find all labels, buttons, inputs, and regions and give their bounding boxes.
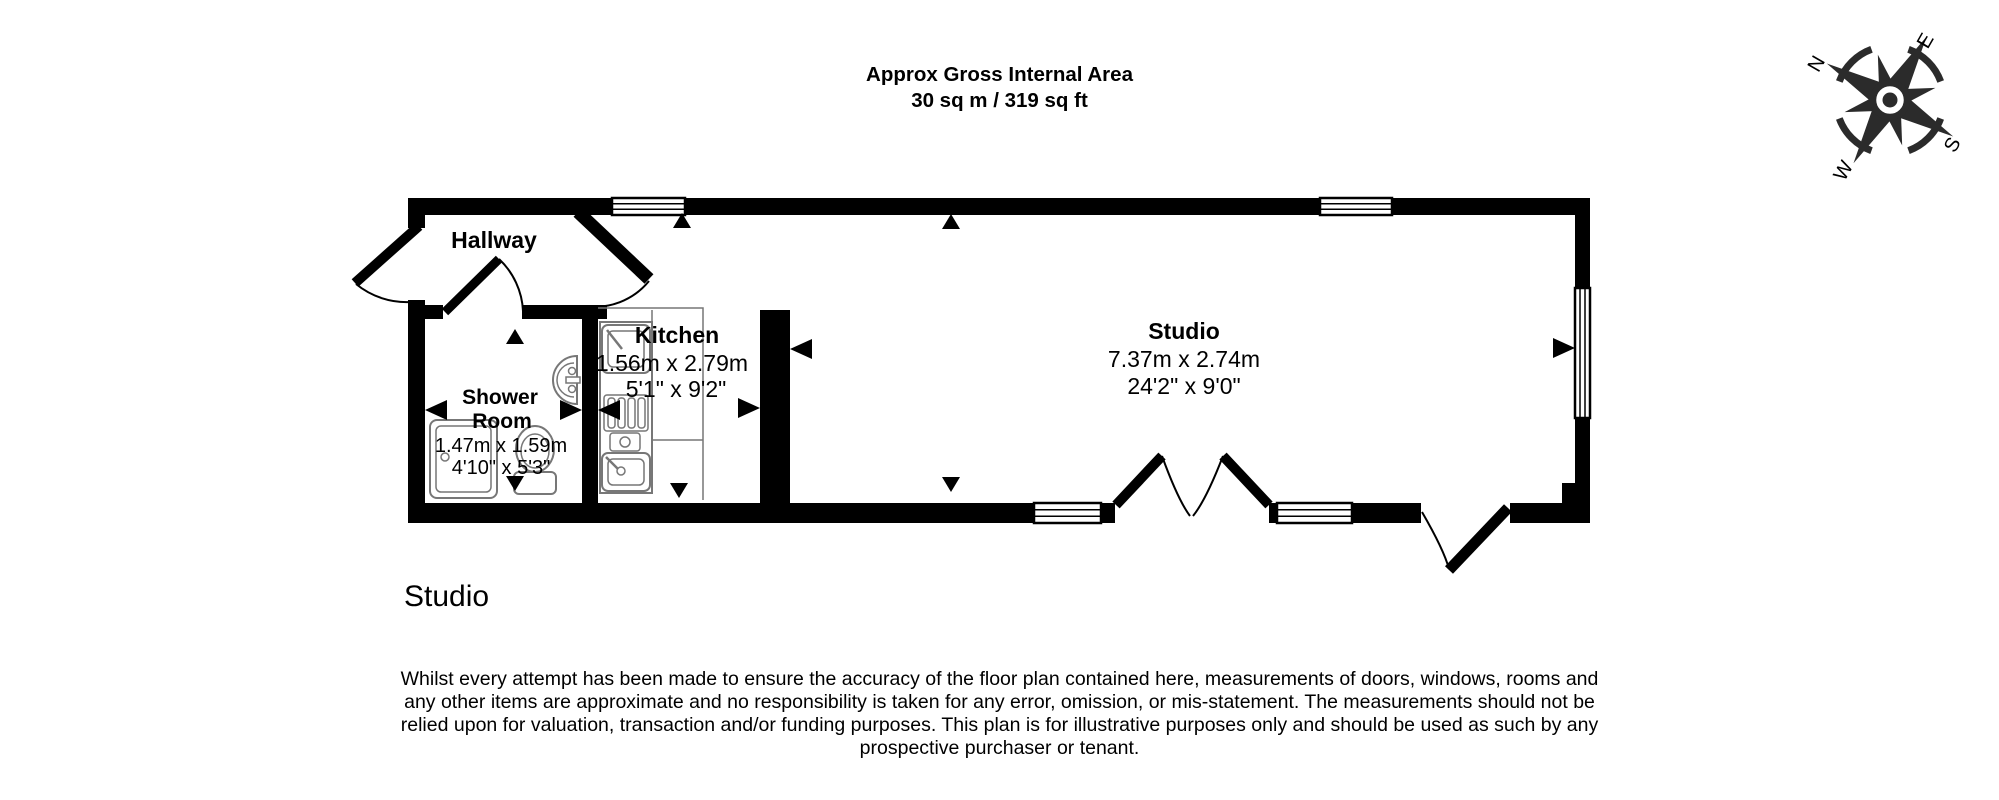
disclaimer-line-3: relied upon for valuation, transaction and/or funding purposes. This plan is for illustrative purposes only and should be used as such by any (400, 714, 1599, 736)
shower-room-door (445, 259, 523, 312)
basin-icon (553, 356, 580, 404)
shower-room-label-line1: Shower (462, 386, 538, 409)
arrow-up-icon (506, 329, 524, 344)
walls (408, 198, 1590, 523)
disclaimer-line-2: any other items are approximate and no responsibility is taken for any error, omission, or mis-statement. The measurements should not be (404, 691, 1595, 713)
arrow-down-icon (942, 477, 960, 492)
compass-north-label: N (1803, 52, 1830, 76)
studio-exterior-door (1422, 508, 1508, 570)
disclaimer-text (0, 668, 1999, 760)
window-top-left (612, 198, 685, 215)
disclaimer-line-1: Whilst every attempt has been made to ensure the accuracy of the floor plan contained here, measurements of doors, windows, rooms and (400, 668, 1599, 690)
room-labels (435, 227, 1260, 479)
kitchen-label: Kitchen (634, 322, 720, 348)
shower-room-label-line2: Room (472, 410, 532, 433)
arrow-right-icon (738, 398, 760, 418)
studio-size-imperial: 24'2" x 9'0" (1127, 373, 1241, 399)
shower-room-size-imperial: 4'10" x 5'3" (451, 457, 551, 479)
window-top-right (1320, 198, 1392, 215)
kitchen-size-imperial: 5'1" x 9'2" (625, 376, 727, 402)
studio-label: Studio (1148, 318, 1220, 344)
compass-south-label: S (1939, 133, 1966, 157)
title-line-2: 30 sq m / 319 sq ft (911, 89, 1088, 112)
arrow-right-icon (1553, 338, 1575, 358)
windows (612, 198, 1590, 523)
compass-east-label: E (1912, 29, 1939, 53)
compass-west-label: W (1829, 157, 1859, 185)
compass-rose-icon (1790, 0, 1989, 199)
kitchen-sink2-icon (602, 453, 650, 491)
window-bottom-right (1277, 503, 1352, 523)
arrow-left-icon (790, 339, 812, 359)
studio-size-metric: 7.37m x 2.74m (1107, 346, 1261, 372)
title-line-1: Approx Gross Internal Area (866, 63, 1133, 86)
plan-name-label: Studio (404, 580, 490, 613)
kitchen-hob-icon (610, 433, 640, 451)
arrow-down-icon (670, 483, 688, 498)
hallway-label: Hallway (451, 227, 537, 253)
shower-room-size-metric: 1.47m x 1.59m (434, 435, 568, 457)
window-right-wall (1575, 288, 1590, 418)
disclaimer-line-4: prospective purchaser or tenant. (859, 737, 1140, 759)
french-doors (1116, 456, 1269, 516)
front-door (355, 226, 419, 302)
hallway-door-swing (584, 281, 649, 307)
arrow-up-icon (942, 214, 960, 229)
arrow-left-icon (425, 400, 447, 420)
window-bottom-left (1034, 503, 1101, 523)
kitchen-size-metric: 1.56m x 2.79m (595, 350, 749, 376)
